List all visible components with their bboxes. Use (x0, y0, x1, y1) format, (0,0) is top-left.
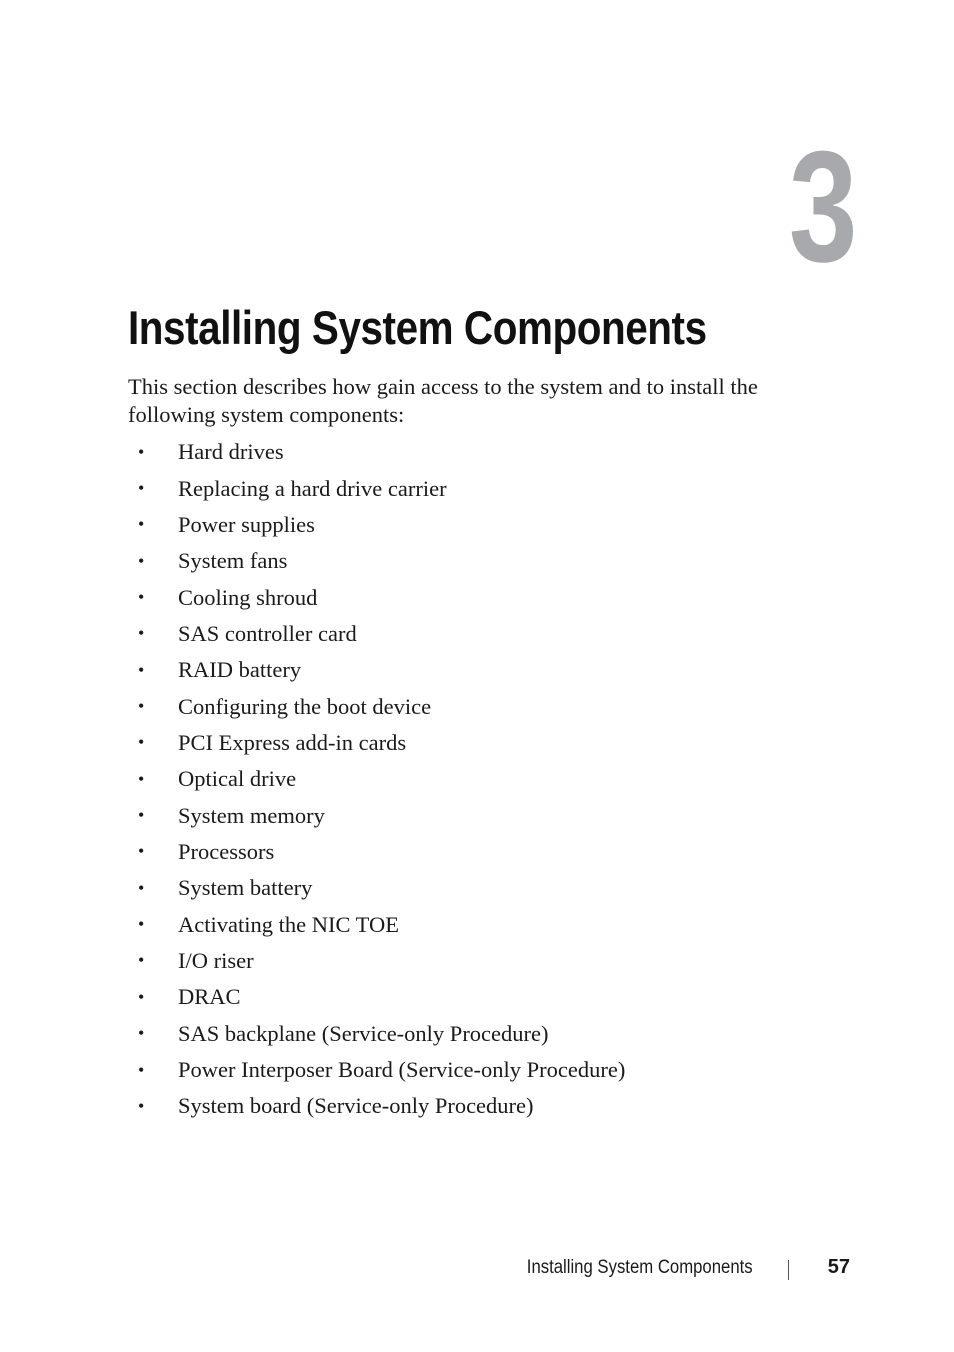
list-item (138, 1052, 625, 1088)
list-item-label: I/O riser (178, 947, 254, 973)
list-item (138, 579, 625, 615)
list-item-label: Configuring the boot device (178, 693, 432, 719)
list-item (138, 507, 625, 543)
list-item (138, 761, 625, 797)
list-item (138, 688, 625, 724)
bullet-icon: • (138, 587, 145, 608)
chapter-title: Installing System Components (128, 301, 707, 354)
list-item-label: DRAC (178, 984, 241, 1010)
bullet-icon: • (138, 623, 145, 644)
list-item-label: PCI Express add-in cards (178, 729, 407, 755)
bullet-icon: • (138, 986, 145, 1007)
list-item (138, 1088, 625, 1124)
footer-section-title: Installing System Components (527, 1257, 753, 1278)
list-item (138, 652, 625, 688)
list-item-label: Power supplies (178, 511, 315, 537)
list-item-label: RAID battery (178, 657, 302, 683)
list-item (138, 616, 625, 652)
bullet-icon: • (138, 877, 145, 898)
list-item (138, 943, 625, 979)
bullet-icon: • (138, 914, 145, 935)
bullet-icon: • (138, 841, 145, 862)
list-item-label: System fans (178, 548, 288, 574)
list-item-label: SAS backplane (Service-only Procedure) (178, 1020, 549, 1046)
list-item (138, 543, 625, 579)
list-item (138, 906, 625, 942)
list-item-label: Cooling shroud (178, 584, 318, 610)
list-item (138, 1016, 625, 1052)
bullet-icon: • (138, 696, 145, 717)
list-item (138, 470, 625, 506)
intro-paragraph: This section describes how gain access to the system and to install the following system components: (128, 374, 758, 427)
list-item-label: System memory (178, 802, 325, 828)
list-item (138, 725, 625, 761)
list-item-label: System board (Service-only Procedure) (178, 1093, 534, 1119)
list-item-label: SAS controller card (178, 620, 357, 646)
bullet-icon: • (138, 805, 145, 826)
bullet-icon: • (138, 1059, 145, 1080)
bullet-icon: • (138, 732, 145, 753)
list-item-label: System battery (178, 875, 313, 901)
bullet-icon: • (138, 659, 145, 680)
component-list (138, 434, 625, 1125)
list-item (138, 870, 625, 906)
list-item (138, 797, 625, 833)
list-item-label: Activating the NIC TOE (178, 911, 400, 937)
bullet-icon: • (138, 1023, 145, 1044)
list-item (138, 979, 625, 1015)
footer-divider (788, 1260, 789, 1280)
list-item-label: Hard drives (178, 439, 284, 465)
bullet-icon: • (138, 1095, 145, 1116)
bullet-icon: • (138, 768, 145, 789)
list-item-label: Replacing a hard drive carrier (178, 475, 447, 501)
list-item (138, 434, 625, 470)
page-number: 57 (827, 1256, 850, 1278)
list-item-label: Processors (178, 838, 275, 864)
bullet-icon: • (138, 550, 145, 571)
list-item-label: Optical drive (178, 766, 297, 792)
bullet-icon: • (138, 950, 145, 971)
list-item (138, 834, 625, 870)
bullet-icon: • (138, 514, 145, 535)
bullet-icon: • (138, 478, 145, 499)
bullet-icon: • (138, 441, 145, 462)
list-item-label: Power Interposer Board (Service-only Procedure) (178, 1057, 626, 1083)
chapter-number: 3 (789, 119, 856, 295)
page-footer (0, 1254, 954, 1284)
